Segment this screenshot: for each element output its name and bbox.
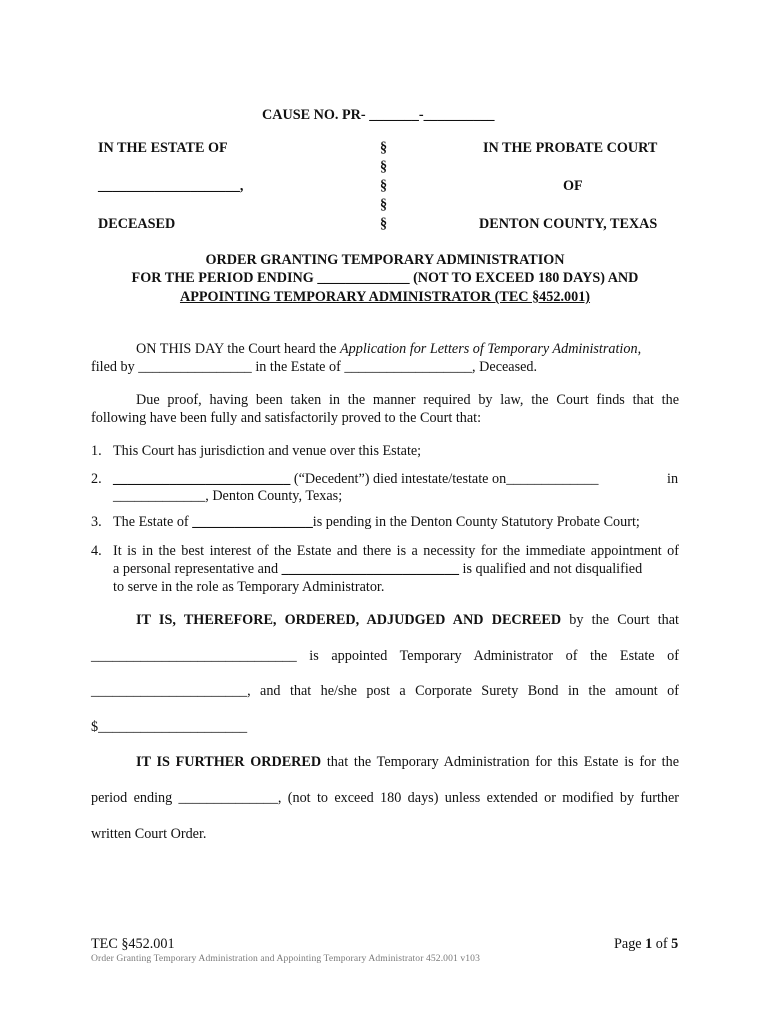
finding-best-interest: It is in the best interest of the Estate and there is a necessity for the immediate appointment of [113,543,679,559]
section-mark: § [380,159,388,175]
caption-decedent-name-blank: ____________________, [98,178,244,194]
estate-name-blank: _________________ [192,514,313,530]
further-line2: period ending ______________, (not to exceed 180 days) unless extended or modified by further [91,790,679,806]
caption-probate-court: IN THE PROBATE COURT [483,140,658,156]
paragraph-tail: , [637,341,642,357]
finding-in: in [667,471,679,487]
page-of: of [652,936,672,952]
finding-number: 1. [91,443,102,459]
personal-rep-blank: _________________________ [281,561,459,577]
further-line1 [136,754,679,771]
footer-statute: TEC §452.001 [91,936,175,952]
estate-of-lead: The Estate of [113,514,193,530]
personal-rep-tail: is qualified and not disqualified [458,561,643,577]
section-mark: § [380,178,388,194]
further-line3: written Court Order. [91,826,207,842]
section-mark: § [380,197,388,213]
decree-bold: IT IS, THEREFORE, ORDERED, ADJUDGED AND DECREED [136,612,562,628]
decree-tail: by the Court that [561,612,679,628]
section-mark: § [380,140,388,156]
paragraph-due-proof-cont: following have been fully and satisfactorily proved to the Court that: [91,410,482,426]
finding-number: 2. [91,471,102,487]
finding-estate-pending [113,514,640,531]
further-tail: that the Temporary Administration for this Estate is for the [321,754,679,770]
footer-form-title: Order Granting Temporary Administration and Appointing Temporary Administrator 452.001 v103 [91,953,480,964]
order-title-line1: ORDER GRANTING TEMPORARY ADMINISTRATION [205,252,565,268]
decedent-died-text: (“Decedent”) died intestate/testate on_____________ [293,471,599,487]
caption-deceased: DECEASED [98,216,176,232]
finding-number: 4. [91,543,102,559]
caption-estate-of: IN THE ESTATE OF [98,140,228,156]
decree-line2: _____________________________ is appointed Temporary Administrator of the Estate of [91,648,679,664]
cause-number: CAUSE NO. PR- _______-__________ [262,107,495,123]
finding-jurisdiction: This Court has jurisdiction and venue over this Estate; [113,443,422,459]
finding-county-line: _____________, Denton County, Texas; [113,488,343,504]
paragraph-on-this-day [136,341,641,358]
page-total: 5 [671,936,679,952]
finding-number: 3. [91,514,102,530]
caption-county: DENTON COUNTY, TEXAS [479,216,658,232]
order-title-line3: APPOINTING TEMPORARY ADMINISTRATOR (TEC §452.001) [179,289,591,305]
finding-serve-role: to serve in the role as Temporary Administrator. [113,579,385,595]
personal-rep-lead: a personal representative and [113,561,282,577]
page-current: 1 [645,936,653,952]
decree-line1 [136,612,679,629]
footer-page-number [614,936,678,953]
application-title: Application for Letters of Temporary Administration [340,341,638,357]
bond-amount-blank: $_____________________ [91,719,248,735]
decree-line3: ______________________, and that he/she post a Corporate Surety Bond in the amount of [91,683,679,699]
section-mark: § [380,216,388,232]
finding-personal-rep [113,561,642,578]
paragraph-due-proof: Due proof, having been taken in the manner required by law, the Court finds that the [136,392,679,408]
finding-decedent-line [113,471,598,488]
further-bold: IT IS FURTHER ORDERED [136,754,322,770]
page-prefix: Page [614,936,646,952]
estate-pending-tail: is pending in the Denton County Statutory Probate Court; [312,514,640,530]
paragraph-lead: ON THIS DAY the Court heard the [136,341,340,357]
order-title-line2: FOR THE PERIOD ENDING _____________ (NOT TO EXCEED 180 DAYS) AND [131,270,639,286]
caption-of: OF [563,178,583,194]
decedent-name-blank: _________________________ [113,471,291,487]
paragraph-filed-by: filed by ________________ in the Estate of __________________, Deceased. [91,359,538,375]
